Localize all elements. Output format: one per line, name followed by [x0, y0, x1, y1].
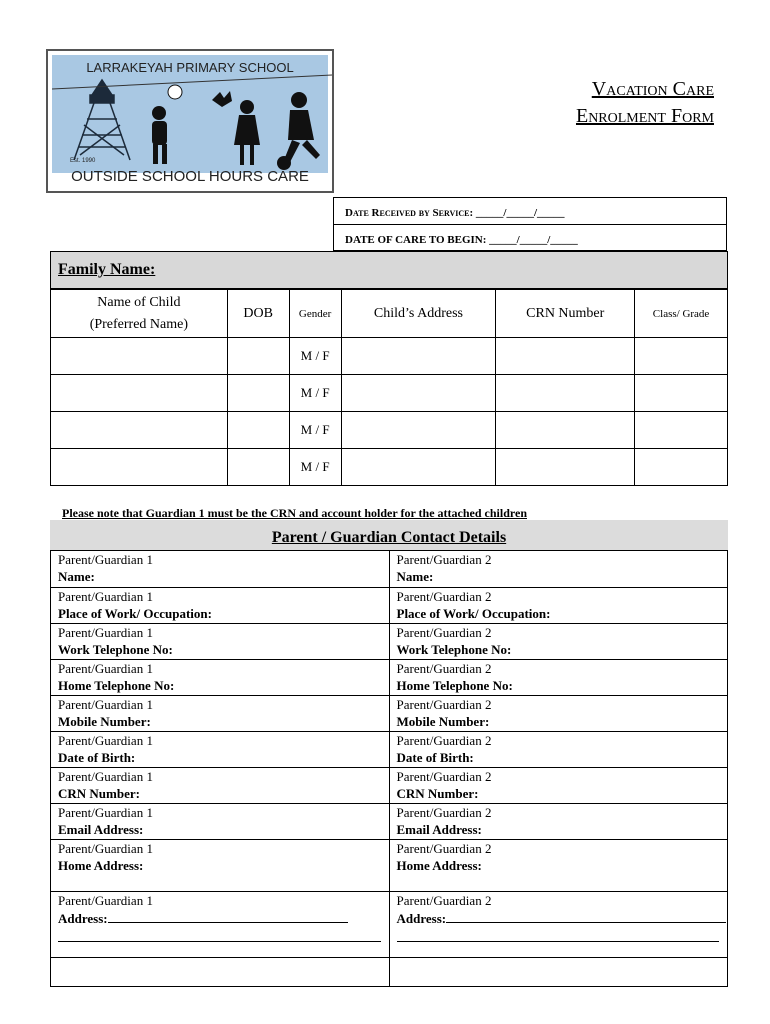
child-class-cell[interactable] [635, 375, 728, 412]
guardian-field-label: Name: [58, 568, 95, 584]
child-name-cell[interactable] [51, 338, 228, 375]
guardian-field-label: CRN Number: [396, 785, 479, 801]
guardian-label: Parent/Guardian 1 [58, 893, 153, 908]
guardian-field-label: Work Telephone No: [396, 641, 512, 657]
child-gender-cell[interactable]: M / F [289, 412, 341, 449]
guardian-label: Parent/Guardian 2 [396, 697, 492, 712]
guardian-label: Parent/Guardian 2 [396, 805, 492, 820]
guardian-label: Parent/Guardian 2 [396, 589, 492, 604]
guardian-label: Parent/Guardian 2 [396, 769, 492, 784]
child-dob-cell[interactable] [227, 338, 289, 375]
guardian-field-label: CRN Number: [58, 785, 140, 801]
guardian-field-label: Date of Birth: [396, 749, 474, 765]
guardian-label: Parent/Guardian 2 [396, 661, 492, 676]
guardian2-field[interactable] [389, 804, 728, 840]
col-name-sub-label: (Preferred Name) [89, 316, 189, 332]
child-crn-cell[interactable] [496, 375, 635, 412]
guardian-label: Parent/Guardian 2 [396, 625, 492, 640]
school-logo [46, 49, 334, 193]
address-label: Address: [58, 910, 108, 926]
guardian-label: Parent/Guardian 2 [396, 733, 492, 748]
guardian-label: Parent/Guardian 1 [58, 661, 153, 676]
logo-school-name: LARRAKEYAH PRIMARY SCHOOL [86, 60, 294, 75]
guardian1-field[interactable] [51, 696, 390, 732]
guardian-field-label: Mobile Number: [58, 713, 151, 729]
guardian-field-label: Home Address: [58, 857, 144, 873]
guardian-label: Parent/Guardian 1 [58, 769, 153, 784]
address-underline [446, 910, 726, 923]
guardian2-field[interactable] [389, 551, 728, 588]
guardian-row [51, 696, 728, 732]
address-line [397, 910, 728, 928]
col-name-label: Name of Child [97, 294, 181, 310]
water-tower-icon [74, 80, 130, 160]
col-name-of-child [51, 290, 228, 338]
guardian-label: Parent/Guardian 2 [396, 552, 492, 567]
child-address-cell[interactable] [341, 412, 496, 449]
guardian-row [51, 588, 728, 624]
guardian-label: Parent/Guardian 1 [58, 841, 153, 856]
child-address-cell[interactable] [341, 338, 496, 375]
guardian1-field[interactable] [51, 804, 390, 840]
guardian1-address-field[interactable] [51, 892, 390, 958]
address-line [58, 910, 389, 928]
guardian2-field[interactable] [389, 696, 728, 732]
guardian-field-label: Name: [396, 568, 434, 584]
guardian-address-row [51, 892, 728, 958]
child-dob-cell[interactable] [227, 375, 289, 412]
children-table [50, 289, 728, 486]
logo-illustration [52, 55, 332, 173]
col-gender: Gender [289, 290, 341, 338]
date-received-field[interactable]: Date Received by Service: _____/_____/_____ [345, 207, 565, 219]
child-crn-cell[interactable] [496, 412, 635, 449]
blank-cell[interactable] [51, 958, 390, 987]
guardian-row [51, 804, 728, 840]
guardian2-field[interactable] [389, 624, 728, 660]
guardian-row [51, 624, 728, 660]
guardian-label: Parent/Guardian 2 [396, 893, 492, 908]
guardian-note: Please note that Guardian 1 must be the CRN and account holder for the attached children [62, 506, 527, 520]
guardian1-field[interactable] [51, 840, 390, 892]
guardian1-field[interactable] [51, 588, 390, 624]
col-class-grade: Class/ Grade [635, 290, 728, 338]
guardian2-field[interactable] [389, 660, 728, 696]
address-label: Address: [396, 910, 447, 926]
guardian-table [50, 550, 728, 987]
child-class-cell[interactable] [635, 449, 728, 486]
guardian-field-label: Work Telephone No: [58, 641, 173, 657]
guardian-label: Parent/Guardian 1 [58, 805, 153, 820]
table-row [51, 338, 728, 375]
guardian-row [51, 551, 728, 588]
guardian-field-label: Place of Work/ Occupation: [396, 605, 551, 621]
guardian-row [51, 768, 728, 804]
date-care-begin-field[interactable]: DATE OF CARE TO BEGIN: _____/_____/_____ [334, 224, 726, 251]
guardian2-field[interactable] [389, 588, 728, 624]
guardian-label: Parent/Guardian 2 [396, 841, 492, 856]
guardian-row [51, 660, 728, 696]
guardian-label: Parent/Guardian 1 [58, 733, 153, 748]
child-gender-cell[interactable]: M / F [289, 338, 341, 375]
guardian-row [51, 840, 728, 892]
child-gender-cell[interactable]: M / F [289, 449, 341, 486]
table-row [51, 412, 728, 449]
form-title [576, 76, 714, 130]
guardian2-field[interactable] [389, 768, 728, 804]
date-box [333, 197, 727, 251]
child-class-cell[interactable] [635, 412, 728, 449]
col-dob: DOB [227, 290, 289, 338]
address-second-line [58, 927, 381, 942]
address-second-line [397, 927, 720, 942]
children-silhouettes-icon [152, 85, 320, 170]
logo-banner [52, 55, 328, 173]
guardian-field-label: Email Address: [58, 821, 144, 837]
child-dob-cell[interactable] [227, 449, 289, 486]
guardian-field-label: Home Telephone No: [396, 677, 513, 693]
guardian1-field[interactable] [51, 660, 390, 696]
child-name-cell[interactable] [51, 412, 228, 449]
child-crn-cell[interactable] [496, 338, 635, 375]
guardian-label: Parent/Guardian 1 [58, 589, 153, 604]
form-title-line2: Enrolment Form [575, 105, 714, 127]
col-crn: CRN Number [496, 290, 635, 338]
guardian1-field[interactable] [51, 624, 390, 660]
form-title-line1: Vacation Care [591, 78, 714, 100]
guardian-field-label: Home Address: [396, 857, 482, 873]
children-table-header [51, 290, 728, 338]
guardian-field-label: Place of Work/ Occupation: [58, 605, 212, 621]
address-underline [108, 910, 348, 923]
guardian2-field[interactable] [389, 840, 728, 892]
child-name-cell[interactable] [51, 375, 228, 412]
child-dob-cell[interactable] [227, 412, 289, 449]
guardian2-address-field[interactable] [389, 892, 728, 958]
child-crn-cell[interactable] [496, 449, 635, 486]
table-row [51, 449, 728, 486]
guardian-label: Parent/Guardian 1 [58, 697, 153, 712]
blank-row [51, 958, 728, 987]
guardian-field-label: Email Address: [396, 821, 482, 837]
child-address-cell[interactable] [341, 375, 496, 412]
guardian-label: Parent/Guardian 1 [58, 552, 153, 567]
guardian-row [51, 732, 728, 768]
guardian-label: Parent/Guardian 1 [58, 625, 153, 640]
guardian-section-title: Parent / Guardian Contact Details [50, 520, 728, 550]
col-address: Child’s Address [341, 290, 496, 338]
guardian1-field[interactable] [51, 551, 390, 588]
child-address-cell[interactable] [341, 449, 496, 486]
family-name-field[interactable]: Family Name: [50, 251, 728, 289]
guardian-field-label: Mobile Number: [396, 713, 490, 729]
child-gender-cell[interactable]: M / F [289, 375, 341, 412]
child-name-cell[interactable] [51, 449, 228, 486]
logo-service-name: OUTSIDE SCHOOL HOURS CARE [71, 168, 309, 185]
guardian1-field[interactable] [51, 732, 390, 768]
child-class-cell[interactable] [635, 338, 728, 375]
blank-cell[interactable] [389, 958, 728, 987]
guardian2-field[interactable] [389, 732, 728, 768]
guardian1-field[interactable] [51, 768, 390, 804]
logo-established: Est. 1990 [70, 158, 96, 164]
table-row [51, 375, 728, 412]
guardian-field-label: Home Telephone No: [58, 677, 175, 693]
guardian-field-label: Date of Birth: [58, 749, 136, 765]
